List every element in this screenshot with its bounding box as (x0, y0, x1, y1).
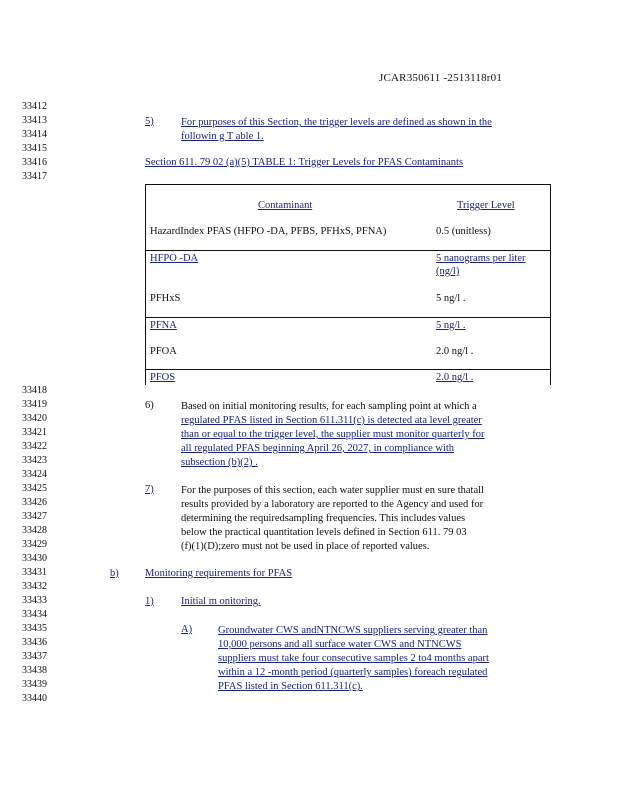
line-number: 33431 (22, 567, 47, 578)
item-7-text (181, 484, 484, 554)
text-line: suppliers must take four consecutive samples 2 to4 months apart (218, 653, 489, 664)
line-number: 33414 (22, 129, 47, 140)
line-number: 33417 (22, 171, 47, 182)
col-header-contaminant: Contaminant (258, 200, 313, 211)
line-number: 33439 (22, 679, 47, 690)
item-5-text (181, 116, 492, 144)
text-line: than or equal to the trigger level, the supplier must monitor quarterly for (181, 429, 485, 440)
line-number: 33434 (22, 609, 47, 620)
table-divider (146, 369, 550, 370)
text-line: Based on initial monitoring results, for each sampling point at which a (181, 401, 477, 412)
text-line: PFAS listed in Section 611.311(c). (218, 681, 363, 692)
section-b-title: Monitoring requirements for PFAS (145, 568, 293, 579)
line-number: 33432 (22, 581, 47, 592)
text-line: followin g T able 1. (181, 131, 264, 142)
line-number: 33429 (22, 539, 47, 550)
col-header-trigger-level: Trigger Level (457, 200, 515, 211)
line-number: 33433 (22, 595, 47, 606)
trigger-levels-table (145, 184, 551, 385)
line-number: 33418 (22, 385, 47, 396)
line-number: 33416 (22, 157, 47, 168)
line-number: 33425 (22, 483, 47, 494)
line-number: 33435 (22, 623, 47, 634)
item-b1-label: 1) (145, 596, 154, 607)
table-divider (146, 250, 550, 251)
table-divider (146, 317, 550, 318)
table-cell-level: 2.0 ng/l . (436, 346, 474, 357)
line-number: 33437 (22, 651, 47, 662)
line-number: 33427 (22, 511, 47, 522)
document-id: JCAR350611 -2513118r01 (379, 72, 503, 84)
table-cell-contaminant: HazardIndex PFAS (HFPO -DA, PFBS, PFHxS, PFNA) (150, 226, 387, 237)
text-line: below the practical quantitation levels defined in Section 611. 79 03 (181, 527, 467, 538)
item-A-text (218, 624, 489, 694)
line-number: 33419 (22, 399, 47, 410)
text-line: subsection (b)(2) . (181, 457, 258, 468)
text-line: determining the requiredsampling frequencies. This includes values (181, 513, 466, 524)
table-cell-contaminant: HFPO -DA (150, 253, 199, 264)
text-line: (f)(1)(D);zero must not be used in place of reported values. (181, 541, 430, 552)
text-line: 10,000 persons and all surface water CWS and NTNCWS (218, 639, 462, 650)
line-number: 33423 (22, 455, 47, 466)
line-number: 33413 (22, 115, 47, 126)
section-b-label: b) (110, 568, 119, 579)
line-number: 33412 (22, 101, 47, 112)
line-number: 33436 (22, 637, 47, 648)
line-number: 33424 (22, 469, 47, 480)
line-number: 33421 (22, 427, 47, 438)
item-6-label: 6) (145, 400, 154, 411)
line-number: 33422 (22, 441, 47, 452)
table-cell-contaminant: PFOS (150, 372, 176, 383)
line-number: 33426 (22, 497, 47, 508)
table-cell-level: 0.5 (unitless) (436, 226, 491, 237)
item-6-text (181, 400, 485, 470)
text-line: 5 nanograms per liter (436, 253, 526, 264)
table-cell-level: 2.0 ng/l . (436, 372, 474, 383)
table-cell-contaminant: PFOA (150, 346, 177, 357)
table-caption: Section 611. 79 02 (a)(5) TABLE 1: Trigger Levels for PFAS Contaminants (145, 157, 464, 168)
item-7-label: 7) (145, 484, 154, 495)
table-cell-level: 5 ng/l . (436, 320, 466, 331)
text-line: For purposes of this Section, the trigger levels are defined as shown in the (181, 117, 492, 128)
table-cell-contaminant: PFNA (150, 320, 177, 331)
text-line: results provided by a laboratory are reported to the Agency and used for (181, 499, 484, 510)
text-line: all regulated PFAS beginning April 26, 2027, in compliance with (181, 443, 455, 454)
line-number: 33440 (22, 693, 47, 704)
line-number: 33415 (22, 143, 47, 154)
text-line: (ng/l) (436, 266, 460, 277)
text-line: within a 12 -month period (quarterly samples) foreach regulated (218, 667, 488, 678)
table-cell-contaminant: PFHxS (150, 293, 181, 304)
line-number: 33420 (22, 413, 47, 424)
line-number: 33430 (22, 553, 47, 564)
text-line: Groundwater CWS andNTNCWS suppliers serving greater than (218, 625, 488, 636)
line-number: 33428 (22, 525, 47, 536)
table-cell-level (436, 252, 526, 278)
text-line: For the purposes of this section, each water supplier must en sure thatall (181, 485, 484, 496)
table-cell-level: 5 ng/l . (436, 293, 466, 304)
item-A-label: A) (181, 624, 193, 635)
text-line: regulated PFAS listed in Section 611.311(c) is detected ata level greater (181, 415, 482, 426)
line-number: 33438 (22, 665, 47, 676)
item-5-label: 5) (145, 116, 154, 127)
item-b1-title: Initial m onitoring. (181, 596, 261, 607)
